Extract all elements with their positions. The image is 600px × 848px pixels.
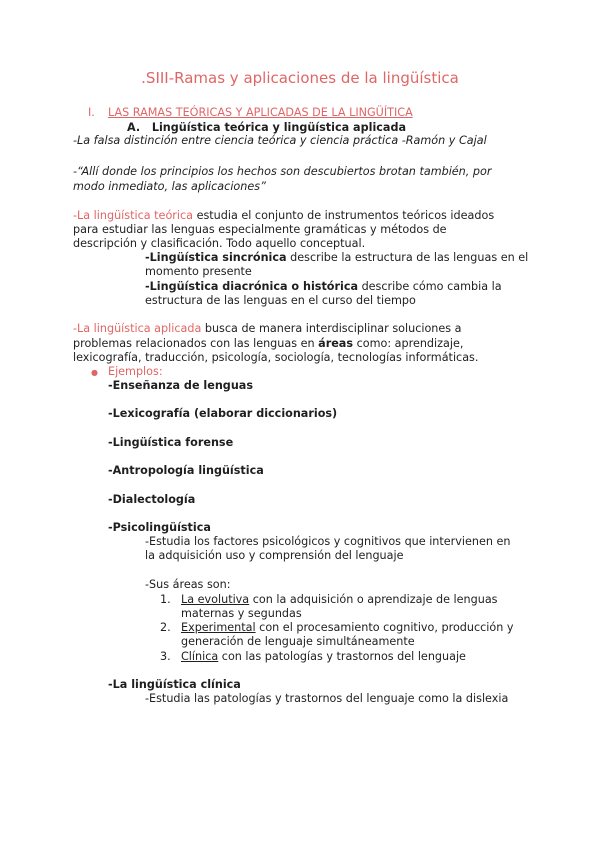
ejemplo-item: -Enseñanza de lenguas [108, 379, 253, 392]
section-number: I. [88, 106, 95, 119]
sincronica-line2: momento presente [145, 265, 252, 278]
aplicada-paragraph-line3: lexicografía, traducción, psicología, sociología, tecnologías informáticas. [73, 351, 479, 364]
ejemplo-item: -Dialectología [108, 493, 196, 506]
page-title: .SIII-Ramas y aplicaciones de la lingüística [141, 69, 459, 87]
quote-aplicaciones-line2: modo inmediato, las aplicaciones” [73, 180, 266, 193]
ejemplo-item-psicolinguistica: -Psicolingüística [108, 521, 211, 534]
ejemplos-label: Ejemplos: [108, 365, 163, 378]
area-evolutiva-term: La evolutiva [181, 593, 250, 606]
clinica-desc: -Estudia las patologías y trastornos del lenguaje como la dislexia [145, 692, 509, 705]
area-experimental-line2: generación de lenguaje simultáneamente [181, 635, 415, 648]
aplicada-areas-bold: áreas [318, 337, 354, 350]
ejemplo-item: -Lexicografía (elaborar diccionarios) [108, 407, 338, 420]
teorica-term: -La lingüística teórica [73, 209, 194, 222]
aplicada-term: -La lingüística aplicada [73, 322, 202, 335]
area-number: 2. [160, 621, 171, 634]
psico-desc-line1: -Estudia los factores psicológicos y cognitivos que intervienen en [145, 535, 511, 548]
sincronica-term: -Lingüística sincrónica [145, 251, 287, 264]
teorica-text: estudia el conjunto de instrumentos teóricos ideados [193, 209, 495, 222]
diacronica-line2: estructura de las lenguas en el curso del tiempo [145, 294, 416, 307]
area-clinica-term: Clínica [181, 650, 219, 663]
teorica-paragraph-line1 [73, 209, 533, 223]
quote-cajal: -La falsa distinción entre ciencia teórica y ciencia práctica -Ramón y Cajal [73, 134, 487, 147]
psico-areas-label: -Sus áreas son: [145, 578, 231, 591]
teorica-paragraph-line2: para estudiar las lenguas especialmente gramáticas y métodos de [73, 223, 447, 236]
sincronica-line1 [145, 251, 535, 265]
section-heading: LAS RAMAS TEÓRICAS Y APLICADAS DE LA LINGÜÍTICA [108, 106, 413, 119]
clinica-heading: -La lingüística clínica [108, 678, 241, 691]
subsection-letter: A. [127, 121, 141, 134]
diacronica-term: -Lingüística diacrónica o histórica [145, 280, 359, 293]
subsection-heading [127, 121, 406, 135]
area-evolutiva-line2: maternas y segundas [181, 607, 302, 620]
aplicada-line2-pre: problemas relacionados con las lenguas en [73, 337, 319, 350]
area-experimental-text: con el procesamiento cognitivo, producción y [255, 621, 514, 634]
subsection-title: Lingüística teórica y lingüística aplicada [151, 121, 407, 134]
area-experimental-term: Experimental [181, 621, 256, 634]
area-evolutiva-text: con la adquisición o aprendizaje de lenguas [249, 593, 498, 606]
ejemplo-item: -Lingüística forense [108, 436, 234, 449]
quote-aplicaciones-line1: -“Allí donde los principios los hechos son descubiertos brotan también, por [73, 165, 492, 178]
area-experimental-line1 [181, 621, 541, 635]
diacronica-line1 [145, 280, 535, 294]
aplicada-paragraph-line2 [73, 337, 533, 351]
area-evolutiva-line1 [181, 593, 541, 607]
aplicada-text: busca de manera interdisciplinar soluciones a [201, 322, 462, 335]
area-number: 3. [160, 650, 171, 663]
bullet-dot: ● [91, 368, 98, 377]
area-clinica-line1 [181, 650, 541, 664]
area-clinica-text: con las patologías y trastornos del lenguaje [218, 650, 466, 663]
ejemplo-item: -Antropología lingüística [108, 464, 264, 477]
psico-desc-line2: la adquisición uso y comprensión del lenguaje [145, 549, 404, 562]
teorica-paragraph-line3: descripción y clasificación. Todo aquello conceptual. [73, 237, 366, 250]
sincronica-text: describe la estructura de las lenguas en el [286, 251, 529, 264]
aplicada-line2-post: como: aprendizaje, [353, 337, 464, 350]
aplicada-paragraph-line1 [73, 322, 533, 336]
area-number: 1. [160, 593, 171, 606]
diacronica-text: describe cómo cambia la [358, 280, 502, 293]
